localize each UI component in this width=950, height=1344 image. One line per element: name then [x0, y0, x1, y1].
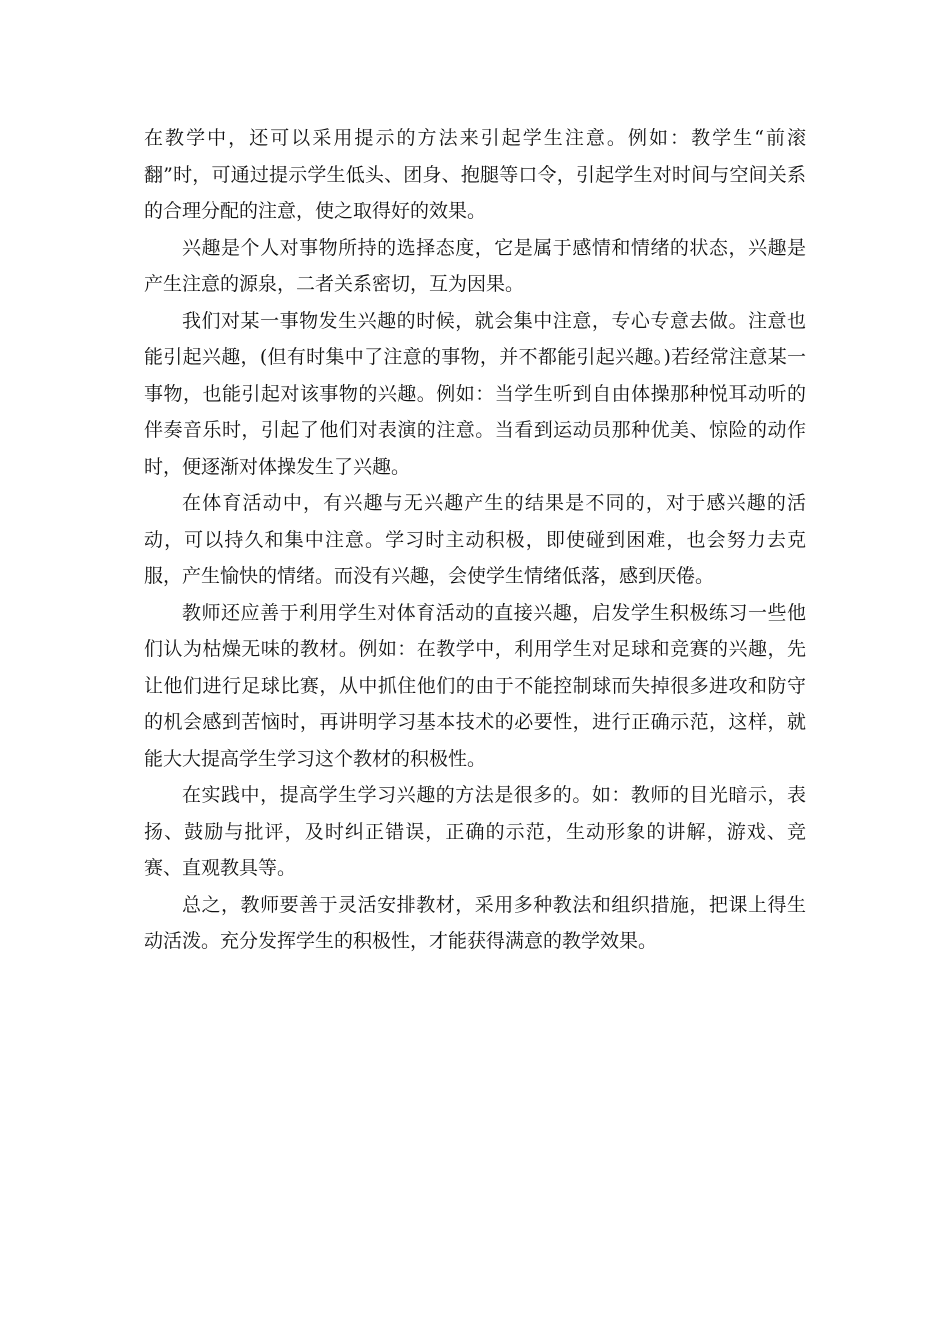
paragraph-1: 在教学中，还可以采用提示的方法来引起学生注意。例如：教学生“前滚翻”时，可通过提示学生低头、团身、抱腿等口令，引起学生对时间与空间关系的合理分配的注意，使之取得好的效果。: [144, 127, 806, 222]
paragraph-2: 兴趣是个人对事物所持的选择态度，它是属于感情和情绪的状态，兴趣是产生注意的源泉，二者关系密切，互为因果。: [144, 236, 806, 295]
paragraph-5: 教师还应善于利用学生对体育活动的直接兴趣，启发学生积极练习一些他们认为枯燥无味的教材。例如：在教学中，利用学生对足球和竞赛的兴趣，先让他们进行足球比赛，从中抓住他们的由于不能控制球而失掉很多进攻和防守的机会感到苦恼时，再讲明学习基本技术的必要性，进行正确示范，这样，就能大大提高学生学习这个教材的积极性。: [144, 601, 806, 770]
document-body: [144, 120, 806, 960]
paragraph-6: 在实践中，提高学生学习兴趣的方法是很多的。如：教师的目光暗示，表扬、鼓励与批评，及时纠正错误，正确的示范，生动形象的讲解，游戏、竞赛、直观教具等。: [144, 784, 806, 879]
paragraph-4: 在体育活动中，有兴趣与无兴趣产生的结果是不同的，对于感兴趣的活动，可以持久和集中注意。学习时主动积极，即使碰到困难，也会努力去克服，产生愉快的情绪。而没有兴趣，会使学生情绪低落，感到厌倦。: [144, 492, 806, 587]
paragraph-7: 总之，教师要善于灵活安排教材，采用多种教法和组织措施，把课上得生动活泼。充分发挥学生的积极性，才能获得满意的教学效果。: [144, 893, 806, 952]
paragraph-3: 我们对某一事物发生兴趣的时候，就会集中注意，专心专意去做。注意也能引起兴趣，(但有时集中了注意的事物，并不都能引起兴趣。)若经常注意某一事物，也能引起对该事物的兴趣。例如：当学生听到自由体操那种悦耳动听的伴奏音乐时，引起了他们对表演的注意。当看到运动员那种优美、惊险的动作时，便逐渐对体操发生了兴趣。: [144, 309, 806, 478]
